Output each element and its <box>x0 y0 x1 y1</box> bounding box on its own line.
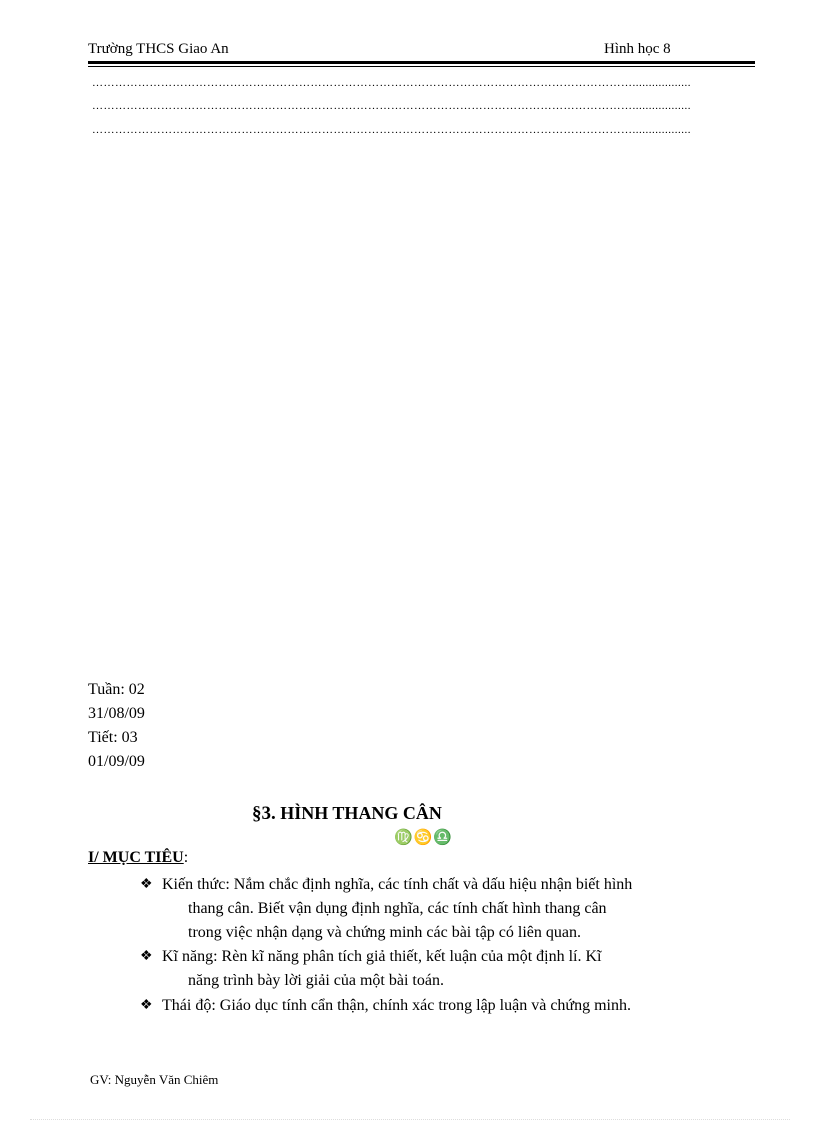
objective-line: Kĩ năng: Rèn kĩ năng phân tích giả thiết, kết luận của một định lí. Kĩ <box>162 948 602 965</box>
header-subject: Hình học 8 <box>604 41 671 57</box>
objective-line: thang cân. Biết vận dụng định nghĩa, các tính chất hình thang cân <box>188 900 607 917</box>
dotted-line: …………………………………………………………………………………………………………………………….................. <box>92 125 691 136</box>
header-thin-rule <box>88 66 755 67</box>
page-bottom-divider <box>30 1119 790 1120</box>
objective-line: năng trình bày lời giải của một bài toán. <box>188 972 444 989</box>
diamond-bullet-icon: ❖ <box>140 877 153 892</box>
objective-line: Kiến thức: Nắm chắc định nghĩa, các tính chất và dấu hiệu nhận biết hình <box>162 876 633 893</box>
diamond-bullet-icon: ❖ <box>140 998 153 1013</box>
lesson-title <box>252 803 442 825</box>
dotted-line: …………………………………………………………………………………………………………………………….................. <box>92 101 691 112</box>
objective-line: trong việc nhận dạng và chứng minh các bài tập có liên quan. <box>188 924 581 941</box>
ornament-icon: ♍♋♎ <box>394 830 454 846</box>
diamond-bullet-icon: ❖ <box>140 949 153 964</box>
footer-teacher: GV: Nguyễn Văn Chiêm <box>90 1072 219 1087</box>
section-number: §3. <box>252 803 276 824</box>
objective-line: Thái độ: Giáo dục tính cẩn thận, chính xác trong lập luận và chứng minh. <box>162 997 631 1014</box>
lesson-meta <box>88 678 145 774</box>
week-label: Tuần: 02 <box>88 681 145 698</box>
dotted-line: …………………………………………………………………………………………………………………………….................. <box>92 78 691 89</box>
objectives-heading <box>88 849 188 867</box>
objective-item <box>140 873 633 945</box>
objective-item <box>140 994 631 1018</box>
header-school: Trường THCS Giao An <box>88 41 229 57</box>
objectives-colon: : <box>183 849 189 866</box>
objective-item <box>140 945 602 993</box>
header-thick-rule <box>88 61 755 64</box>
objectives-heading-text: I/ MỤC TIÊU <box>88 849 184 866</box>
title-text: HÌNH THANG CÂN <box>275 803 442 823</box>
period-label: Tiết: 03 <box>88 729 138 746</box>
date-week: 31/08/09 <box>88 705 145 722</box>
date-period: 01/09/09 <box>88 753 145 770</box>
